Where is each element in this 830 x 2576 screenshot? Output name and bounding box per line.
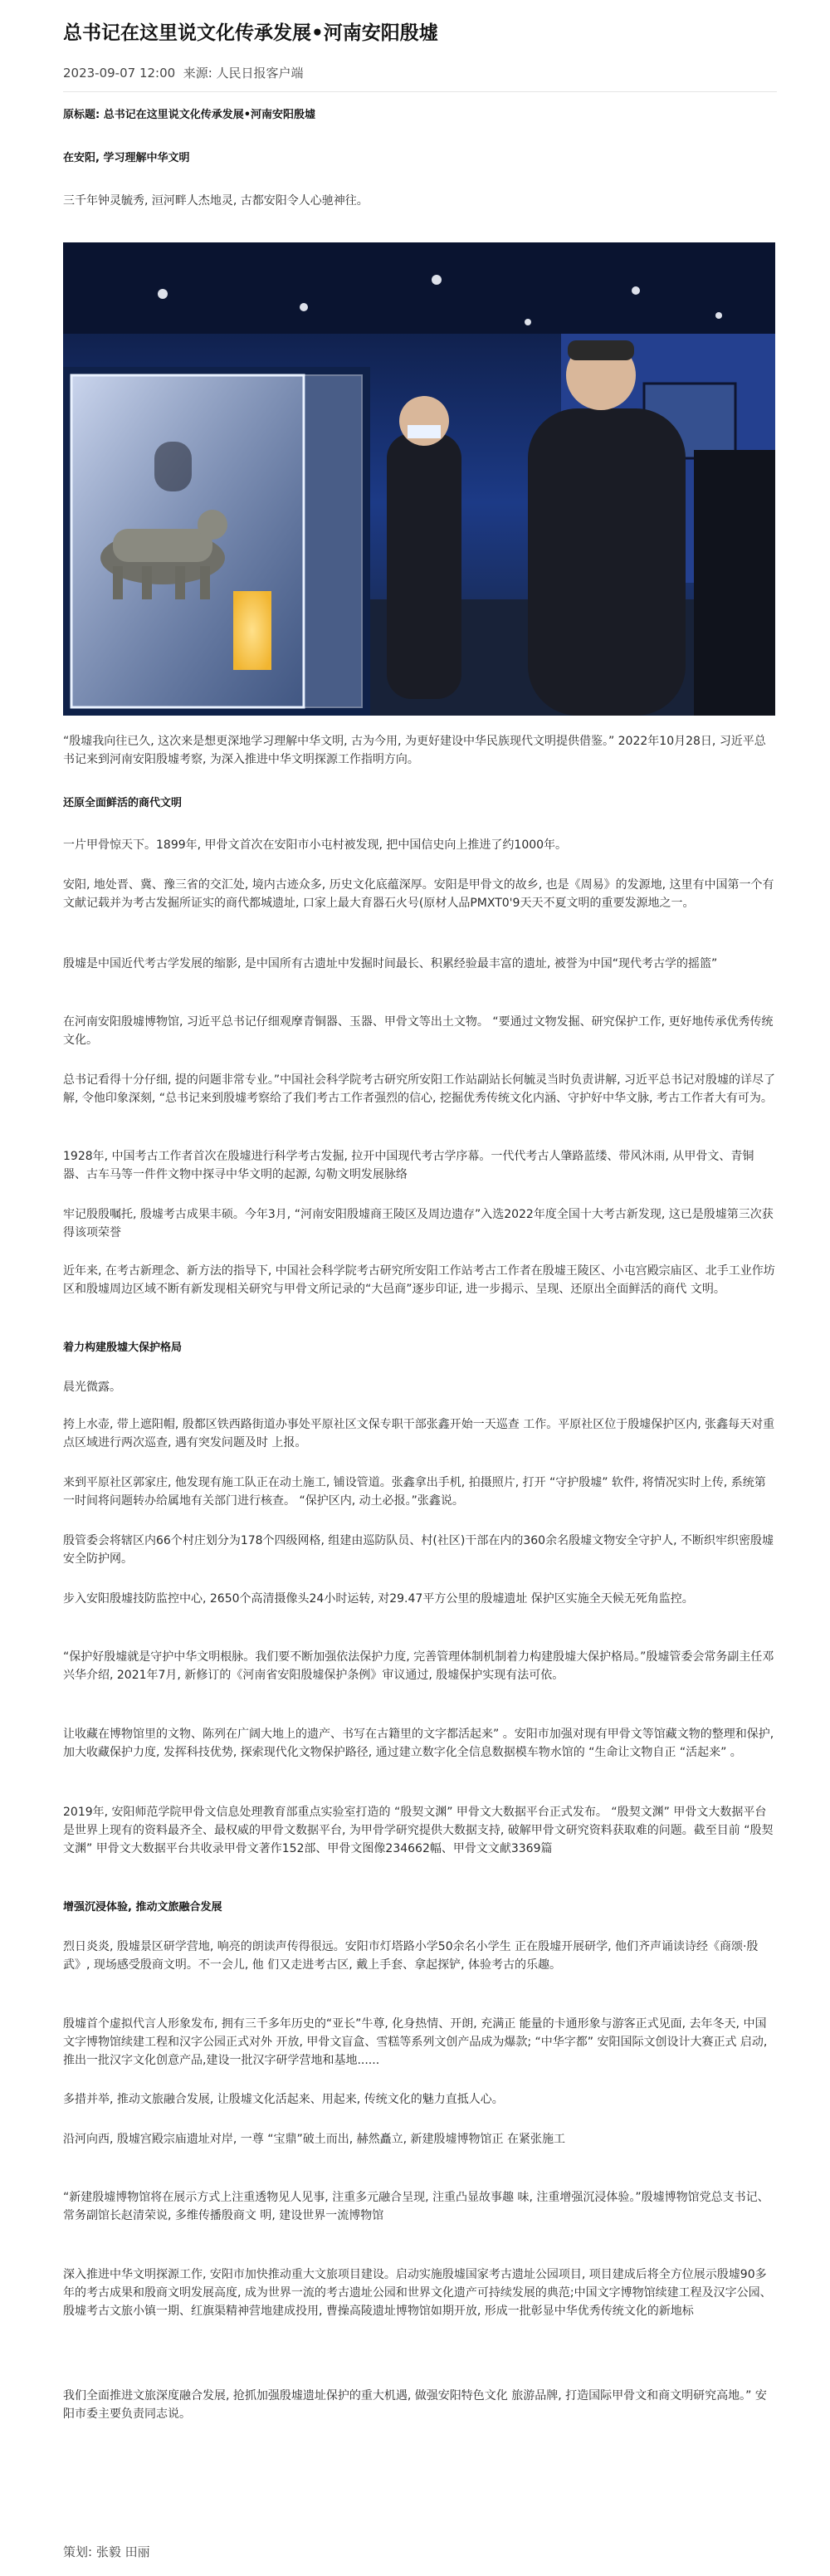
section-heading: 着力构建殷墟大保护格局 <box>63 1342 183 1354</box>
paragraph: 殷管委会将辖区内66个村庄划分为178个四级网格, 组建由巡防队员、村(社区)干部在内的360余名殷墟文物安全守护人, 不断织牢织密殷墟安全防护网。 <box>63 1534 774 1566</box>
paragraph: 在河南安阳殷墟博物馆, 习近平总书记仔细观摩青铜器、玉器、甲骨文等出土文物。 “要通过文物发掘、研究保护工作, 更好地传承优秀传统文化。 <box>63 1015 774 1047</box>
divider <box>63 91 777 92</box>
paragraph: 深入推进中华文明探源工作, 安阳市加快推动重大文旅项目建设。启动实施殷墟国家考古遗址公园项目, 项目建成后将全方位展示殷墟90多年的考古成果和殷商文明发展高度, 成为世界一流的考古遗址公园和世界文化遗产可持续发展的典范;中国文字博物馆续建工程及汉字公园、殷墟考古文旅小镇一期、红旗渠精神营地建成投用, 曹操高陵遗址博物馆如期开放, 形成一批彰显中华优秀传统文化的新地标 <box>63 2268 772 2318</box>
original-title: 原标题: 总书记在这里说文化传承发展•河南安阳殷墟 <box>63 109 316 121</box>
paragraph: 三千年钟灵毓秀, 洹河畔人杰地灵, 古都安阳令人心驰神往。 <box>63 194 369 208</box>
paragraph: 步入安阳殷墟技防监控中心, 2650个高清摄像头24小时运转, 对29.47平方公里的殷墟遗址 保护区实施全天候无死角监控。 <box>63 1592 694 1606</box>
paragraph: “殷墟我向往已久, 这次来是想更深地学习理解中华文明, 古为今用, 为更好建设中华民族现代文明提供借鉴。” 2022年10月28日, 习近平总书记来到河南安阳殷墟考察, 为深入推进中华文明探源工作指明方向。 <box>63 735 766 766</box>
paragraph: 总书记看得十分仔细, 提的问题非常专业。”中国社会科学院考古研究所安阳工作站副站长何毓灵当时负责讲解, 习近平总书记对殷墟的详尽了解, 令他印象深刻, “总书记来到殷墟考察给了我们考古工作者强烈的信心, 挖掘优秀传统文化内涵、守护好中华文脉, 考古工作者大有可为。 <box>63 1073 776 1105</box>
paragraph: 近年来, 在考古新理念、新方法的指导下, 中国社会科学院考古研究所安阳工作站考古工作者在殷墟王陵区、小屯宫殿宗庙区、北手工业作坊区和殷墟周边区域不断有新发现相关研究与甲骨文所记录的“大邑商”逐步印证, 进一步揭示、呈现、还原出全面鲜活的商代 文明。 <box>63 1264 775 1296</box>
article-photo <box>63 242 775 716</box>
paragraph: 安阳, 地处晋、冀、豫三省的交汇处, 境内古迹众多, 历史文化底蕴深厚。安阳是甲骨文的故乡, 也是《周易》的发源地, 这里有中国第一个有文献记载并为考古发掘所证实的商代都城遗址, 口家上最大育器石火号(原材人品PMXT0'9天天不夏文明的重要发源地之一。 <box>63 878 774 910</box>
paragraph: “保护好殷墟就是守护中华文明根脉。我们要不断加强依法保护力度, 完善管理体制机制着力构建殷墟大保护格局。”殷墟管委会常务副主任邓兴华介绍, 2021年7月, 新修订的《河南省安阳殷墟保护条例》审议通过, 殷墟保护实现有法可依。 <box>63 1650 774 1682</box>
paragraph: 挎上水壶, 带上遮阳帽, 殷都区铁西路街道办事处平原社区文保专职干部张鑫开始一天巡查 工作。平原社区位于殷墟保护区内, 张鑫每天对重点区域进行两次巡查, 遇有突发问题及时 上报。 <box>63 1418 775 1449</box>
paragraph: 沿河向西, 殷墟宫殿宗庙遗址对岸, 一尊 “宝鼎”破土而出, 赫然矗立, 新建殷墟博物馆正 在紧张施工 <box>63 2133 566 2146</box>
section-heading: 还原全面鲜活的商代文明 <box>63 797 183 809</box>
section-heading: 增强沉浸体验, 推动文旅融合发展 <box>63 1901 222 1914</box>
article-footer: 策划: 张毅 田丽 <box>63 2544 150 2559</box>
paragraph: 晨光微露。 <box>63 1381 121 1394</box>
article-meta: 2023-09-07 12:00 来源: 人民日报客户端 <box>63 66 304 81</box>
paragraph: 我们全面推进文旅深度融合发展, 抢抓加强殷墟遗址保护的重大机遇, 做强安阳特色文化 旅游品牌, 打造国际甲骨文和商文明研究高地。” 安阳市委主要负责同志说。 <box>63 2389 767 2421</box>
article-title: 总书记在这里说文化传承发展•河南安阳殷墟 <box>63 22 438 44</box>
paragraph: 牢记殷殷嘱托, 殷墟考古成果丰硕。今年3月, “河南安阳殷墟商王陵区及周边遗存”入选2022年度全国十大考古新发现, 这已是殷墟第三次获得该项荣誉 <box>63 1208 774 1239</box>
museum-visit-photo <box>63 242 775 716</box>
paragraph: “新建殷墟博物馆将在展示方式上注重透物见人见事, 注重多元融合呈现, 注重凸显故事趣 味, 注重增强沉浸体验。”殷墟博物馆党总支书记、常务副馆长赵清荣说, 多维传播殷商文 明, 建设世界一流博物馆 <box>63 2191 769 2222</box>
paragraph: 来到平原社区郭家庄, 他发现有施工队正在动土施工, 铺设管道。张鑫拿出手机, 拍摄照片, 打开 “守护殷墟” 软件, 将情况实时上传, 系统第一时间将问题转办给属地有关部门进行核查。 “保护区内, 动土必报。”张鑫说。 <box>63 1476 766 1508</box>
paragraph: 烈日炎炎, 殷墟景区研学营地, 响亮的朗读声传得很远。安阳市灯塔路小学50余名小学生 正在殷墟开展研学, 他们齐声诵读诗经《商颂·殷武》, 现场感受殷商文明。不一会儿, 他 们又走进考古区, 戴上手套、拿起探铲, 体验考古的乐趣。 <box>63 1940 759 1972</box>
paragraph: 1928年, 中国考古工作者首次在殷墟进行科学考古发掘, 拉开中国现代考古学序幕。一代代考古人肇路蓝缕、带风沐雨, 从甲骨文、青铜器、古车马等一件件文物中探寻中华文明的起源, 勾勒文明发展脉络 <box>63 1150 754 1181</box>
section-heading: 在安阳, 学习理解中华文明 <box>63 152 190 164</box>
paragraph: 多措并举, 推动文旅融合发展, 让殷墟文化活起来、用起来, 传统文化的魅力直抵人心。 <box>63 2093 504 2106</box>
paragraph: 2019年, 安阳师范学院甲骨文信息处理教育部重点实验室打造的 “殷契文渊” 甲骨文大数据平台正式发布。 “殷契文渊” 甲骨文大数据平台是世界上现有的资料最齐全、最权威的甲骨文数据平台, 为甲骨学研究提供大数据支持, 破解甲骨文研究资料获取难的问题。截至目前 “殷契文渊” 甲骨文大数据平台共收录甲骨文著作152部、甲骨文图像234662幅、甲骨文文献3369篇 <box>63 1806 774 1855</box>
paragraph: 殷墟是中国近代考古学发展的缩影, 是中国所有古遗址中发掘时间最长、积累经验最丰富的遗址, 被誉为中国“现代考古学的摇篮” <box>63 957 718 970</box>
paragraph: 一片甲骨惊天下。1899年, 甲骨文首次在安阳市小屯村被发现, 把中国信史向上推进了约1000年。 <box>63 838 568 852</box>
paragraph: 让收藏在博物馆里的文物、陈列在广阔大地上的遗产、书写在古籍里的文字都活起来” 。安阳市加强对现有甲骨文等馆藏文物的整理和保护, 加大收藏保护力度, 发挥科技优势, 探索现代化文物保护路径, 通过建立数字化全信息数据模车物水馆的 “生命让文物自正 “活起来” 。 <box>63 1728 774 1759</box>
paragraph: 殷墟首个虚拟代言人形象发布, 拥有三千多年历史的“亚长”牛尊, 化身热情、开朗, 充满正 能量的卡通形象与游客正式见面, 去年冬天, 中国文字博物馆续建工程和汉字公园正式对外 开放, 甲骨文盲盒、雪糕等系列文创产品成为爆款; “中华字都” 安阳国际文创设计大赛正式 启动, 推出一批汉字文化创意产品,建设一批汉字研学营地和基地...... <box>63 2017 768 2067</box>
